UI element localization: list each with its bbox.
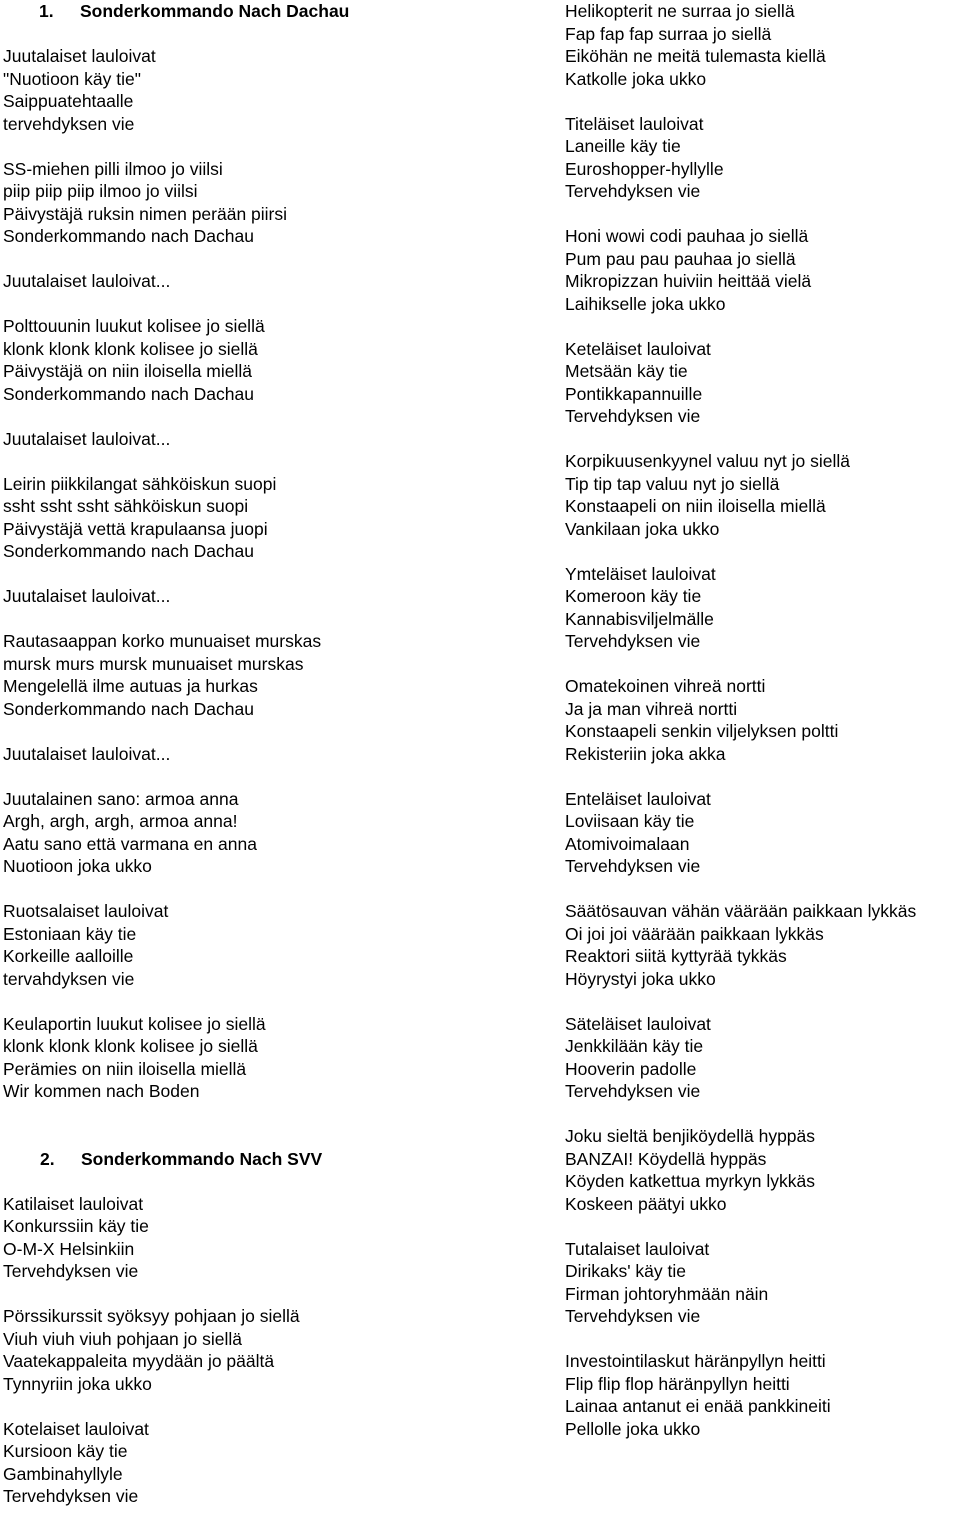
- lyric-line: Viuh viuh viuh pohjaan jo siellä: [3, 1328, 243, 1349]
- lyric-line: Korpikuusenkyynel valuu nyt jo siellä: [565, 451, 851, 471]
- section-2-title: Sonderkommando Nach SVV: [81, 1148, 323, 1169]
- lyric-line: piip piip piip ilmoo jo viilsi: [3, 181, 198, 201]
- stanza: [3, 428, 543, 451]
- lyric-line: Hooverin padolle: [565, 1058, 697, 1079]
- lyric-line: Juutalaiset lauloivat...: [3, 743, 171, 764]
- lyric-line: Tervehdyksen vie: [565, 181, 701, 201]
- lyric-line: Flip flip flop häränpyllyn heitti: [565, 1373, 790, 1394]
- stanza: [565, 338, 960, 428]
- lyric-line: Juutalaiset lauloivat...: [3, 271, 171, 291]
- lyric-line: Mikropizzan huiviin heittää vielä: [565, 271, 812, 291]
- lyric-line: SS-miehen pilli ilmoo jo viilsi: [3, 158, 223, 179]
- lyric-line: ssht ssht ssht sähköiskun suopi: [3, 496, 249, 516]
- lyric-line: Pörssikurssit syöksyy pohjaan jo siellä: [3, 1306, 300, 1326]
- lyric-line: Euroshopper-hyllylle: [565, 158, 724, 179]
- lyric-line: Keteläiset lauloivat: [565, 338, 711, 359]
- stanza: [565, 563, 960, 653]
- lyric-line: Aatu sano että varmana en anna: [3, 833, 257, 854]
- lyric-line: "Nuotioon käy tie": [3, 68, 141, 89]
- left-column: [3, 0, 543, 1530]
- lyric-line: Gambinahyllyle: [3, 1463, 123, 1484]
- lyric-line: Köyden katkettua myrkyn lykkäs: [565, 1171, 815, 1191]
- lyric-line: Oi joi joi väärään paikkaan lykkäs: [565, 923, 824, 944]
- lyric-line: Päivystäjä vettä krapulaansa juopi: [3, 518, 268, 539]
- lyric-line: Saippuatehtaalle: [3, 91, 134, 111]
- stanza: [565, 1013, 960, 1103]
- lyric-line: Sonderkommando nach Dachau: [3, 226, 254, 246]
- lyric-line: Titeläiset lauloivat: [565, 113, 704, 134]
- stanza: [565, 1350, 960, 1440]
- lyric-line: Tip tip tap valuu nyt jo siellä: [565, 473, 780, 494]
- stanza: [565, 900, 960, 990]
- lyric-line: Koskeen päätyi ukko: [565, 1193, 727, 1214]
- stanza: [3, 1013, 543, 1103]
- lyric-line: Komeroon käy tie: [565, 586, 702, 606]
- lyric-line: Jenkkilään käy tie: [565, 1036, 704, 1056]
- stanza: [3, 158, 543, 248]
- lyric-line: Laihikselle joka ukko: [565, 293, 726, 314]
- lyric-line: Säätösauvan vähän väärään paikkaan lykkäs: [565, 901, 917, 921]
- lyric-line: Tervehdyksen vie: [3, 1261, 139, 1281]
- lyric-line: Juutalainen sano: armoa anna: [3, 788, 239, 809]
- stanza: [565, 450, 960, 540]
- lyric-line: Päivystäjä on niin iloisella miellä: [3, 361, 253, 381]
- section-1-stanzas: [3, 45, 543, 1103]
- lyric-line: Nuotioon joka ukko: [3, 856, 152, 876]
- lyric-line: Pellolle joka ukko: [565, 1418, 701, 1439]
- lyric-line: Fap fap fap surraa jo siellä: [565, 23, 772, 44]
- lyric-line: Metsään käy tie: [565, 361, 688, 381]
- lyric-line: Wir kommen nach Boden: [3, 1081, 200, 1101]
- lyric-line: Mengelellä ilme autuas ja hurkas: [3, 676, 258, 696]
- lyric-line: Katkolle joka ukko: [565, 68, 707, 89]
- lyric-line: Katilaiset lauloivat: [3, 1193, 144, 1214]
- lyric-line: Perämies on niin iloisella miellä: [3, 1058, 247, 1079]
- lyric-line: Tervehdyksen vie: [565, 856, 701, 876]
- stanza: [565, 225, 960, 315]
- stanza: [3, 630, 543, 720]
- lyric-line: Leirin piikkilangat sähköiskun suopi: [3, 473, 277, 494]
- section-1-title: Sonderkommando Nach Dachau: [80, 1, 350, 21]
- lyric-line: Tutalaiset lauloivat: [565, 1238, 710, 1259]
- lyric-line: Konstaapeli senkin viljelyksen poltti: [565, 721, 839, 741]
- lyric-line: Honi wowi codi pauhaa jo siellä: [565, 226, 809, 246]
- lyric-line: Konkurssiin käy tie: [3, 1216, 149, 1236]
- stanza: [3, 585, 543, 608]
- lyric-line: Pum pau pau pauhaa jo siellä: [565, 248, 796, 269]
- right-column: [565, 0, 960, 1463]
- lyric-line: Laneille käy tie: [565, 136, 681, 156]
- lyric-line: Ymteläiset lauloivat: [565, 563, 716, 584]
- lyric-line: Höyrystyi joka ukko: [565, 968, 716, 989]
- lyric-line: Sonderkommando nach Dachau: [3, 698, 254, 719]
- lyric-line: Sonderkommando nach Dachau: [3, 383, 254, 404]
- lyric-line: Enteläiset lauloivat: [565, 788, 711, 809]
- section-2-heading: [40, 1148, 543, 1171]
- stanza: [3, 45, 543, 135]
- right-column-stanzas: [565, 0, 960, 1440]
- lyric-line: tervehdyksen vie: [3, 113, 135, 134]
- lyric-line: tervahdyksen vie: [3, 968, 135, 989]
- stanza: [565, 675, 960, 765]
- lyric-line: Joku sieltä benjiköydellä hyppäs: [565, 1126, 816, 1146]
- lyric-line: mursk murs mursk munuaiset murskas: [3, 653, 304, 674]
- stanza: [3, 1418, 543, 1508]
- lyric-line: Tervehdyksen vie: [565, 1081, 701, 1101]
- lyric-line: Tervehdyksen vie: [565, 1306, 701, 1326]
- stanza: [565, 788, 960, 878]
- lyric-line: Estoniaan käy tie: [3, 923, 137, 944]
- lyric-line: Loviisaan käy tie: [565, 811, 695, 831]
- lyric-line: Argh, argh, argh, armoa anna!: [3, 811, 238, 831]
- stanza: [3, 270, 543, 293]
- lyric-line: Helikopterit ne surraa jo siellä: [565, 1, 795, 21]
- lyric-line: Juutalaiset lauloivat: [3, 46, 156, 66]
- lyric-line: Päivystäjä ruksin nimen perään piirsi: [3, 203, 288, 224]
- lyric-line: Pontikkapannuille: [565, 383, 703, 404]
- lyric-line: Lainaa antanut ei enää pankkineiti: [565, 1396, 831, 1416]
- section-2-number: 2.: [40, 1148, 55, 1169]
- lyric-line: Sonderkommando nach Dachau: [3, 541, 254, 561]
- section-1-number: 1.: [39, 1, 54, 21]
- lyric-line: Säteläiset lauloivat: [565, 1013, 711, 1034]
- lyric-line: Dirikaks' käy tie: [565, 1261, 687, 1281]
- lyric-line: Kannabisviljelmälle: [565, 608, 714, 629]
- section-2-stanzas: [3, 1193, 543, 1508]
- lyric-line: Polttouunin luukut kolisee jo siellä: [3, 316, 265, 336]
- lyric-line: Juutalaiset lauloivat...: [3, 586, 171, 606]
- lyric-line: Vaatekappaleita myydään jo päältä: [3, 1351, 275, 1371]
- lyric-line: Investointilaskut häränpyllyn heitti: [565, 1351, 826, 1371]
- stanza: [3, 1305, 543, 1395]
- lyric-line: Tervehdyksen vie: [3, 1486, 139, 1506]
- lyric-line: Reaktori siitä kyttyrää tykkäs: [565, 946, 787, 966]
- lyric-line: klonk klonk klonk kolisee jo siellä: [3, 338, 258, 359]
- lyric-line: Tervehdyksen vie: [565, 631, 701, 651]
- lyric-line: Omatekoinen vihreä nortti: [565, 676, 766, 696]
- lyric-line: Rautasaappan korko munuaiset murskas: [3, 631, 322, 651]
- stanza: [3, 1193, 543, 1283]
- stanza: [3, 315, 543, 405]
- stanza: [565, 113, 960, 203]
- lyric-line: Atomivoimalaan: [565, 833, 690, 854]
- lyric-line: Rekisteriin joka akka: [565, 743, 726, 764]
- stanza: [3, 788, 543, 878]
- lyric-line: Kotelaiset lauloivat: [3, 1418, 149, 1439]
- stanza: [565, 1125, 960, 1215]
- stanza: [565, 0, 960, 90]
- lyric-line: Keulaportin luukut kolisee jo siellä: [3, 1013, 266, 1034]
- stanza: [3, 900, 543, 990]
- section-1-heading: [39, 0, 543, 23]
- lyric-line: Vankilaan joka ukko: [565, 518, 720, 539]
- lyric-line: Kursioon käy tie: [3, 1441, 128, 1461]
- lyric-line: BANZAI! Köydellä hyppäs: [565, 1148, 767, 1169]
- lyric-line: Tynnyriin joka ukko: [3, 1373, 152, 1394]
- lyric-line: Ruotsalaiset lauloivat: [3, 901, 169, 921]
- stanza: [3, 743, 543, 766]
- lyric-line: Firman johtoryhmään näin: [565, 1283, 769, 1304]
- lyric-line: Eiköhän ne meitä tulemasta kiellä: [565, 46, 826, 66]
- stanza: [3, 473, 543, 563]
- lyric-line: klonk klonk klonk kolisee jo siellä: [3, 1036, 258, 1056]
- stanza: [565, 1238, 960, 1328]
- lyric-line: Korkeille aalloille: [3, 946, 134, 966]
- lyric-line: Konstaapeli on niin iloisella miellä: [565, 496, 826, 516]
- lyric-line: Ja ja man vihreä nortti: [565, 698, 738, 719]
- lyric-line: O-M-X Helsinkiin: [3, 1238, 135, 1259]
- lyric-line: Juutalaiset lauloivat...: [3, 428, 171, 449]
- lyric-line: Tervehdyksen vie: [565, 406, 701, 426]
